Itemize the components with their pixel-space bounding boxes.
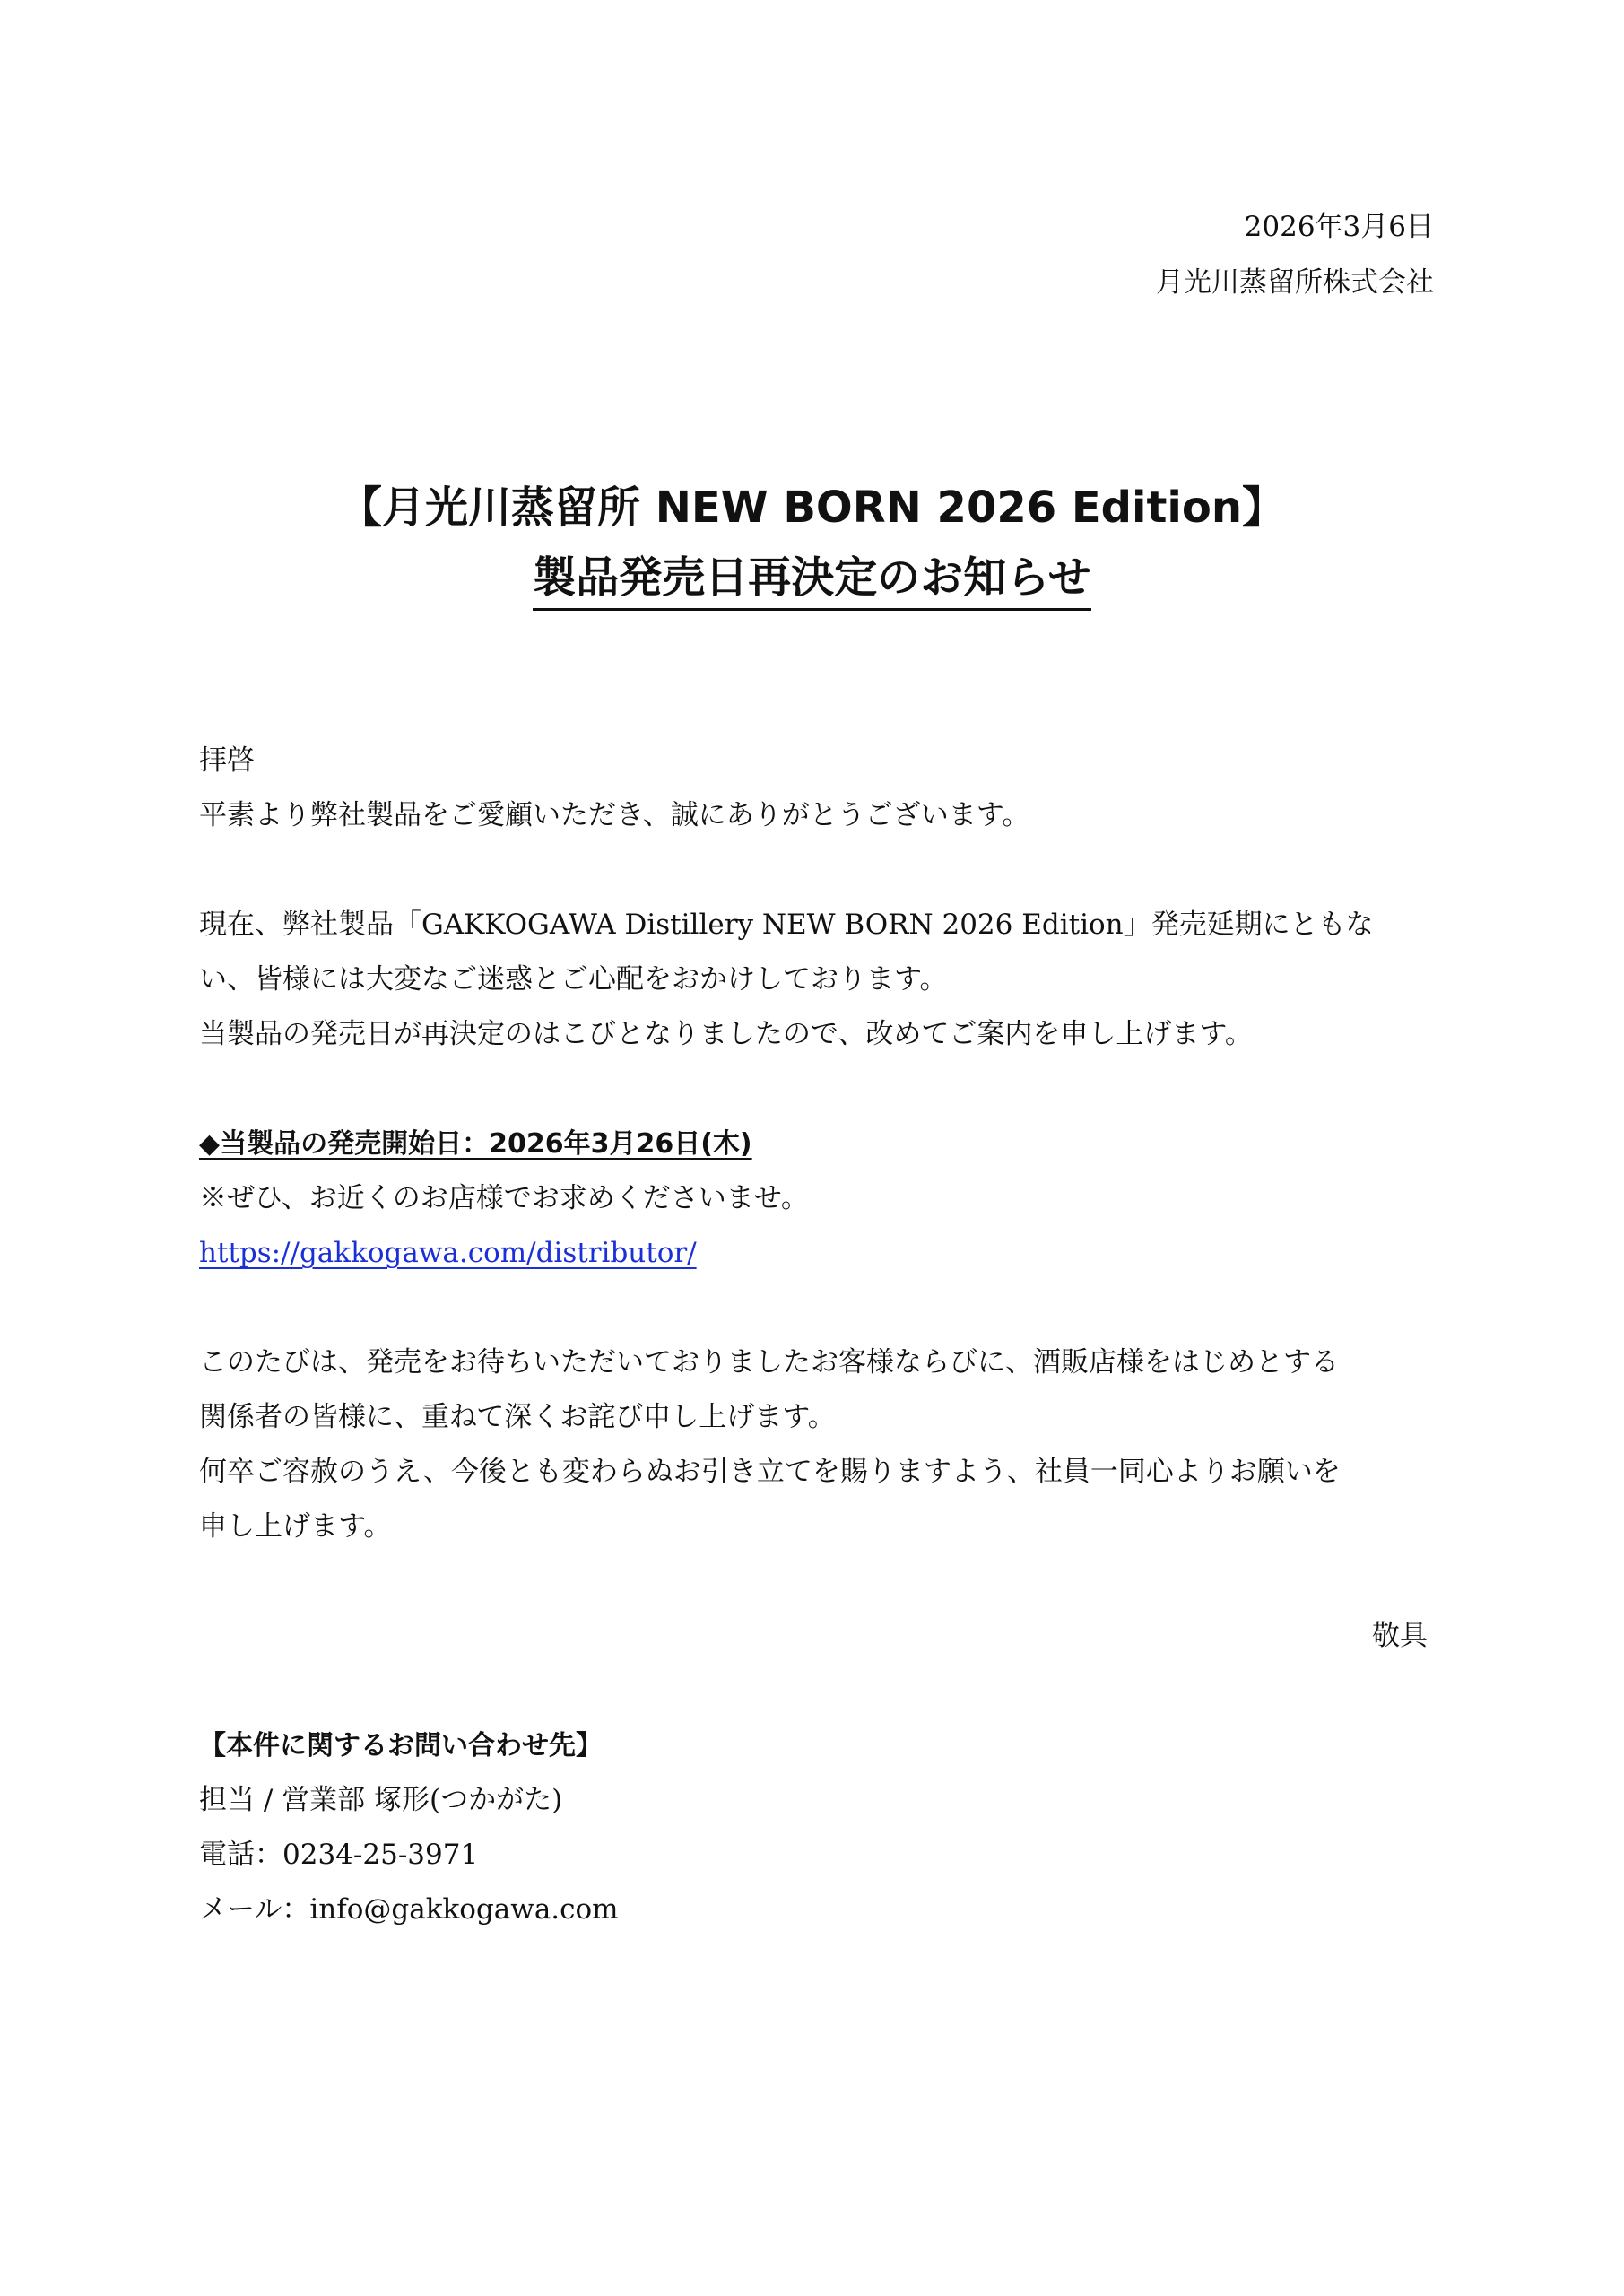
contact-phone: 電話：0234-25-3971 <box>199 1839 479 1871</box>
issue-date: 2026年3月6日 <box>1244 211 1434 243</box>
spacer <box>199 1062 1428 1117</box>
spacer <box>199 1664 1428 1718</box>
letter-body <box>199 734 1428 1937</box>
greeting: 平素より弊社製品をご愛顧いただき、誠にありがとうございます。 <box>199 799 1030 831</box>
salutation: 拝啓 <box>199 744 255 777</box>
title-notice: 製品発売日再決定のお知らせ <box>533 549 1091 611</box>
document-title <box>0 466 1624 611</box>
paragraph-2-line-3: 何卒ご容赦のうえ、今後とも変わらぬお引き立てを賜りますよう、社員一同心よりお願いを <box>199 1456 1341 1488</box>
spacer <box>199 843 1428 898</box>
release-date-label: ◆当製品の発売開始日：2026年3月26日(木) <box>199 1128 752 1160</box>
paragraph-2-line-2: 関係者の皆様に、重ねて深くお詫び申し上げます。 <box>199 1401 836 1433</box>
paragraph-2-line-4: 申し上げます。 <box>199 1510 392 1543</box>
letter-header <box>1156 199 1434 310</box>
contact-heading: 【本件に関するお問い合わせ先】 <box>199 1730 603 1761</box>
release-date-line <box>199 1117 1428 1171</box>
contact-email: メール：info@gakkogawa.com <box>199 1893 619 1926</box>
spacer <box>199 1554 1428 1609</box>
distributor-link[interactable]: https://gakkogawa.com/distributor/ <box>199 1237 697 1269</box>
paragraph-1-line-1: 現在、弊社製品「GAKKOGAWA Distillery NEW BORN 2026 Edition」発売延期にともな <box>199 909 1374 941</box>
paragraph-1-line-3: 当製品の発売日が再決定のはこびとなりましたので、改めてご案内を申し上げます。 <box>199 1018 1253 1050</box>
paragraph-1-line-2: い、皆様には大変なご迷惑とご心配をおかけしております。 <box>199 963 948 996</box>
contact-person: 担当 / 営業部 塚形(つかがた) <box>199 1784 563 1816</box>
store-note: ※ぜひ、お近くのお店様でお求めくださいませ。 <box>199 1182 809 1214</box>
title-product: 【月光川蒸留所 NEW BORN 2026 Edition】 <box>338 483 1286 533</box>
distributor-link-line <box>199 1226 1428 1281</box>
spacer <box>199 1281 1428 1335</box>
closing-word: 敬具 <box>1372 1620 1428 1652</box>
company-name: 月光川蒸留所株式会社 <box>1156 266 1434 299</box>
paragraph-2-line-1: このたびは、発売をお待ちいただいておりましたお客様ならびに、酒販店様をはじめとする <box>199 1346 1339 1378</box>
